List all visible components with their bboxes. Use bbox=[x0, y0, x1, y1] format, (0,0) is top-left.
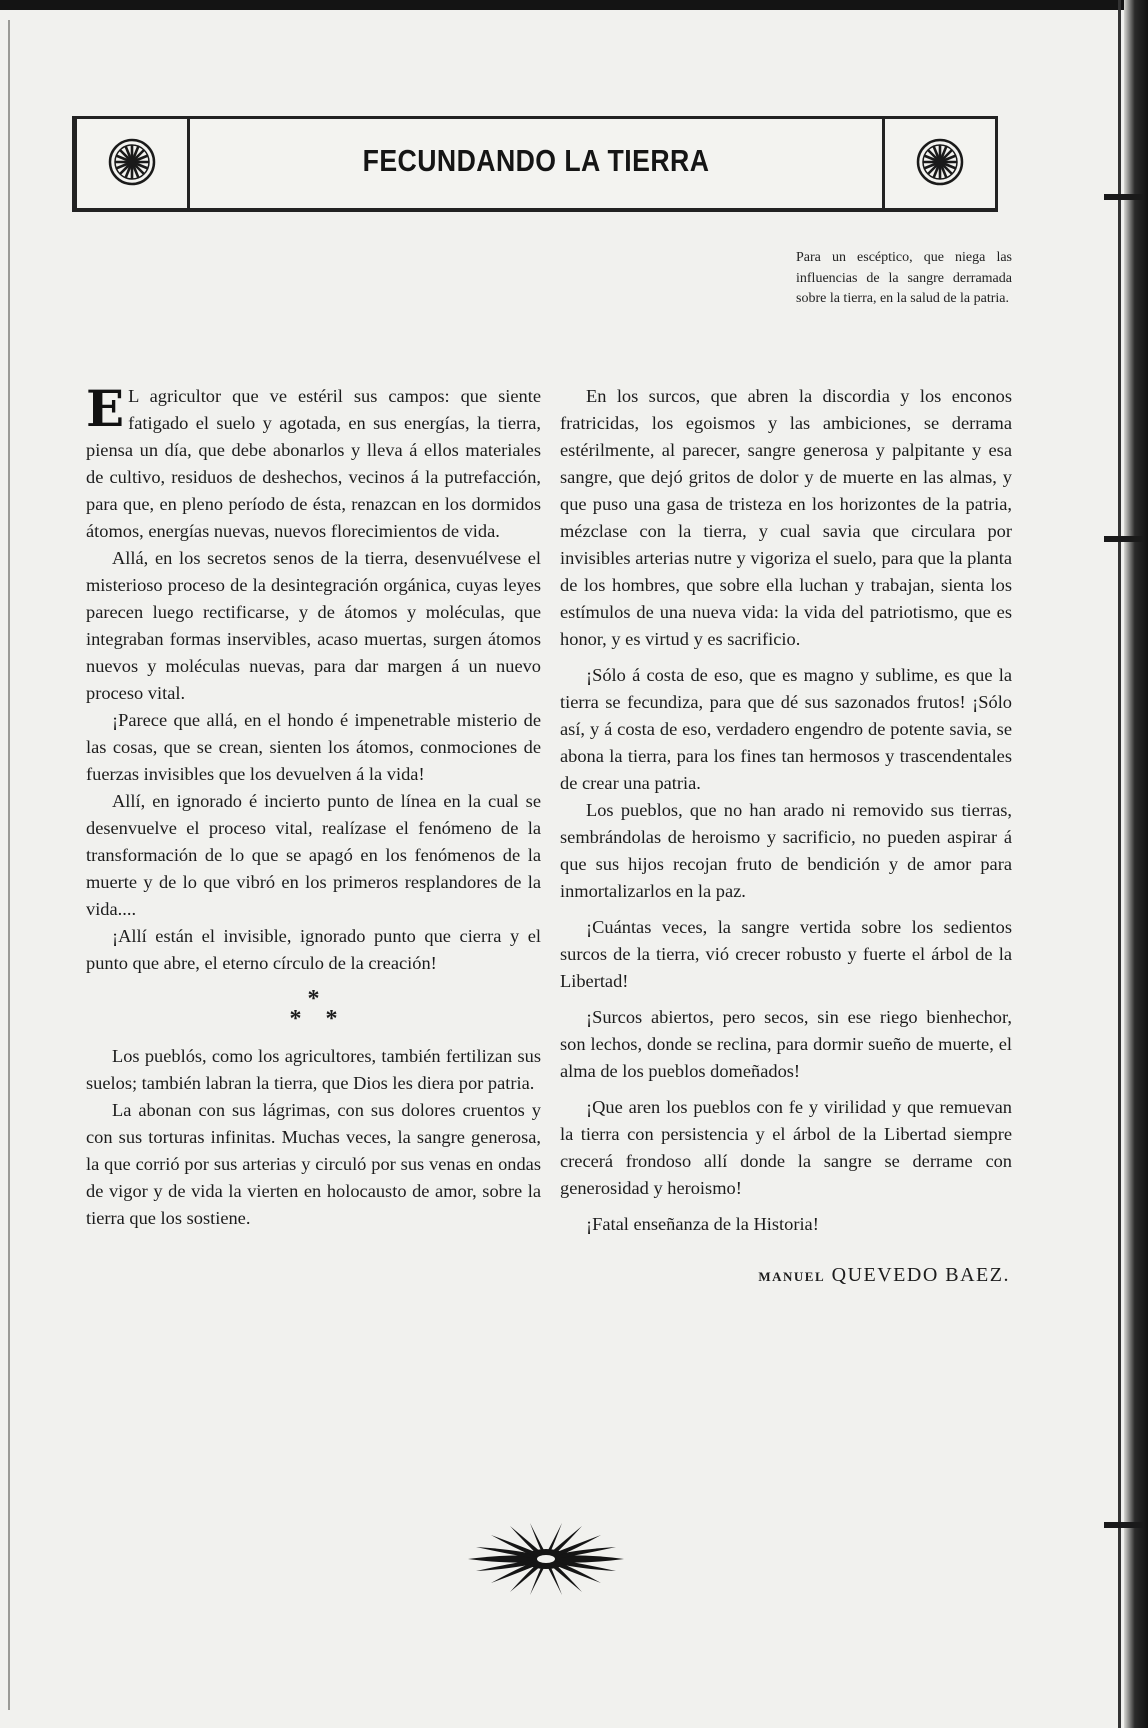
paragraph: Los pueblós, como los agricultores, también fertilizan sus suelos; también labran la tierra, que Dios les diera por patria. bbox=[86, 1046, 541, 1093]
paragraph: ¡Cuántas veces, la sangre vertida sobre los sedientos surcos de la tierra, vió crecer robusto y fuerte el árbol de la Libertad! bbox=[560, 917, 1012, 991]
paragraph: Allá, en los secretos senos de la tierra, desenvuélvese el misterioso proceso de la desintegración orgánica, cuyas leyes parecen luego rectificarse, y de átomos y moléculas, que integraban formas inservibles, acaso muertas, surgen átomos nuevos y moléculas nuevas, para dar margen á un nuevo proceso vital. bbox=[86, 548, 541, 703]
sunburst-ornament-icon bbox=[466, 1522, 626, 1596]
paragraph: ¡Sólo á costa de eso, que es magno y sublime, es que la tierra se fecundiza, para que dé sus sazonados frutos! ¡Sólo así, y á costa de eso, verdadero engendro de potente savia, se abona la tierra, para los fines tan hermosos y trascendentales de crear una patria. bbox=[560, 665, 1012, 793]
author-last-name: QUEVEDO BAEZ. bbox=[831, 1264, 1010, 1286]
title-banner bbox=[72, 116, 998, 212]
paragraph bbox=[86, 379, 541, 545]
binding-rule bbox=[1118, 0, 1121, 1728]
drop-cap: E bbox=[86, 379, 125, 438]
paragraph-text: L agricultor que ve estéril sus campos: que siente fatigado el suelo y agotada, en sus energías, la tierra, piensa un día, que debe abonarlos y lleva á ellos materiales de cultivo, residuos de deshechos, vecinos á la putrefacción, para que, en pleno período de ésta, renazcan en los dormidos átomos, energías nuevas, nuevos florecimientos de vida. bbox=[86, 386, 541, 541]
paragraph: Los pueblos, que no han arado ni removido sus tierras, sembrándolas de heroismo y sacrificio, no pueden aspirar á que sus hijos recojan fruto de bendición y de amor para inmortalizarlos en la paz. bbox=[560, 800, 1012, 901]
left-column bbox=[86, 379, 541, 1232]
binding-tick bbox=[1104, 1522, 1144, 1528]
article-title: FECUNDANDO LA TIERRA bbox=[362, 143, 710, 178]
banner-left-cell bbox=[77, 119, 190, 208]
paragraph: La abonan con sus lágrimas, con sus dolores cruentos y con sus torturas infinitas. Muchas veces, la sangre generosa, la que corrió por sus arterias y circuló por sus venas en ondas de vigor y de vida la vierten en holocausto de amor, sobre la tierra que los sostiene. bbox=[86, 1100, 541, 1228]
binding-tick bbox=[1104, 194, 1144, 200]
author-first-name: MANUEL bbox=[758, 1269, 826, 1284]
paragraph: En los surcos, que abren la discordia y los enconos fratricidas, los egoismos y las ambiciones, se derrama estérilmente, al parecer, sangre generosa y palpitante y esa sangre, que dejó gritos de dolor y de muerte en las almas, y que puso una gasa de tristeza en los horizontes de la patria, mézclase con la tierra, y cual savia que circulara por invisibles arterias nutre y vigoriza el suelo, para que la planta de los hombres, que sobre ella luchan y trabajan, sienta los estímulos de una nueva vida: la vida del patriotismo, que es honor, y es virtud y es sacrificio. bbox=[560, 386, 1012, 649]
right-column bbox=[560, 383, 1012, 1290]
paragraph: ¡Parece que allá, en el hondo é impenetrable misterio de las cosas, que se crean, sienten los átomos, conmociones de fuerzas invisibles que los devuelven á la vida! bbox=[86, 710, 541, 784]
page-right-edge bbox=[1124, 0, 1148, 1728]
rosette-icon bbox=[915, 137, 965, 187]
page-top-edge bbox=[0, 0, 1148, 10]
rosette-icon bbox=[107, 137, 157, 187]
paragraph: ¡Fatal enseñanza de la Historia! bbox=[586, 1214, 819, 1234]
epigraph-dedication: Para un escéptico, que niega las influencias de la sangre derramada sobre la tierra, en la salud de la patria. bbox=[796, 250, 1012, 306]
author-signature bbox=[560, 1262, 1012, 1290]
paragraph: ¡Que aren los pueblos con fe y virilidad y que remuevan la tierra con persistencia y el árbol de la Libertad siempre crecerá frondoso allí donde la sangre se derrame con generosidad y heroismo! bbox=[560, 1097, 1012, 1198]
section-separator: * * * bbox=[289, 986, 338, 1032]
binding-tick bbox=[1104, 536, 1144, 542]
paragraph: ¡Allí están el invisible, ignorado punto que cierra y el punto que abre, el eterno círculo de la creación! bbox=[86, 926, 541, 973]
banner-right-cell bbox=[882, 119, 995, 208]
page-left-edge bbox=[8, 20, 10, 1710]
paragraph: ¡Surcos abiertos, pero secos, sin ese riego bienhechor, son lechos, donde se reclina, para dormir sueño de muerte, el alma de los pueblos domeñados! bbox=[560, 1007, 1012, 1081]
paragraph: Allí, en ignorado é incierto punto de línea en la cual se desenvuelve el proceso vital, realízase el fenómeno de la transformación de lo que se apagó en los fenómenos de la muerte y de lo que vibró en los primeros resplandores de la vida.... bbox=[86, 791, 541, 919]
